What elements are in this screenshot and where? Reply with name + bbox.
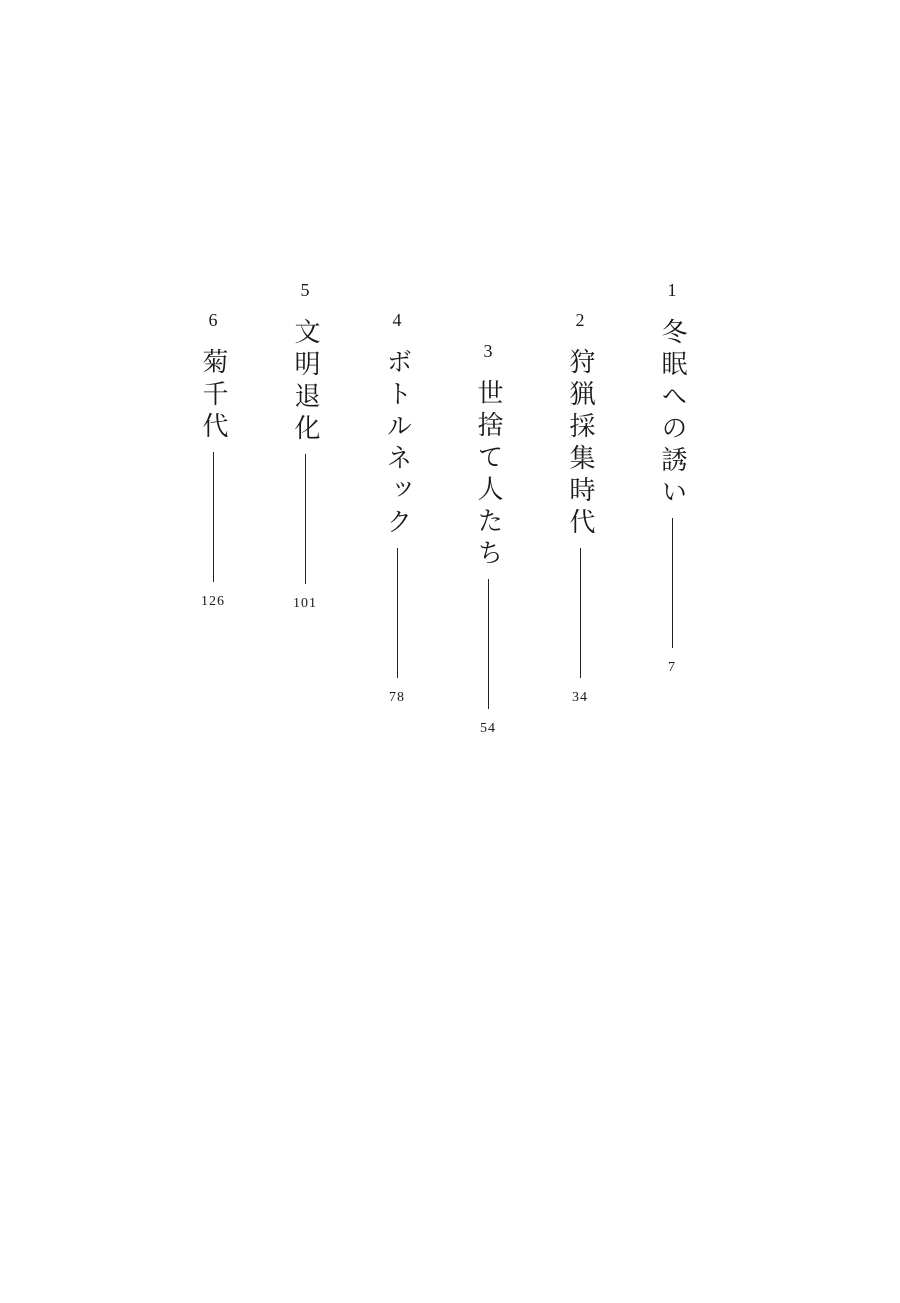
toc-entry-1 [652, 280, 692, 676]
toc-entry-2 [560, 310, 600, 706]
chapter-title: 文明退化 [290, 318, 320, 446]
page-number: 7 [668, 660, 676, 675]
toc-entry-3 [468, 341, 508, 737]
leader-line [305, 454, 306, 584]
chapter-number: 3 [483, 341, 493, 361]
page-number: 78 [389, 690, 405, 705]
chapter-number: 2 [575, 310, 585, 330]
chapter-title: ボトルネック [382, 348, 412, 540]
chapter-title: 菊千代 [198, 348, 228, 444]
chapter-title: 世捨て人たち [473, 379, 503, 571]
toc-entry-5 [285, 280, 325, 612]
chapter-number: 4 [392, 310, 402, 330]
leader-line [397, 548, 398, 678]
page-number: 126 [201, 594, 225, 609]
leader-line [213, 452, 214, 582]
leader-line [672, 518, 673, 648]
leader-line [580, 548, 581, 678]
chapter-number: 1 [667, 280, 677, 300]
leader-line [488, 579, 489, 709]
toc-entry-6 [193, 310, 233, 610]
page-number: 54 [480, 721, 496, 736]
page-number: 34 [572, 690, 588, 705]
chapter-number: 6 [208, 310, 218, 330]
chapter-title: 狩猟採集時代 [565, 348, 595, 540]
toc-entry-4 [377, 310, 417, 706]
page-number: 101 [293, 596, 317, 611]
chapter-title: 冬眠への誘い [657, 318, 687, 510]
chapter-number: 5 [300, 280, 310, 300]
